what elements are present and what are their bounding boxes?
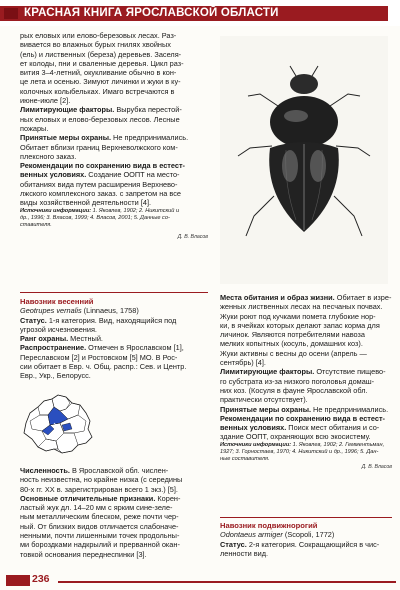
- text-line: 1-я категория. Вид, находящийся под: [46, 315, 177, 325]
- text-line: Вырубка перестой-: [114, 105, 182, 115]
- text-line: сентябрь) [4].: [220, 358, 266, 368]
- text-line: Жуки активны с весны до осени (апрель —: [220, 348, 367, 358]
- text-line: личинок. Являются потребителями навоза: [220, 330, 366, 340]
- text-line: ми бороздками надкрылий и прерванной окан-: [20, 540, 180, 550]
- number-label: Численность.: [20, 466, 70, 475]
- dist-label: Распространение.: [20, 343, 87, 353]
- text-line: ных еловых и елово-березовых лесов. Лесные: [20, 114, 180, 124]
- text-line: це лета и осенью. Зимуют личинки и жуки в ку-: [20, 77, 181, 87]
- text-line: Создание ООПТ на место-: [86, 170, 180, 180]
- text-line: Переславском [2] и Ростовском [5] МО. В Рос-: [20, 352, 178, 362]
- recommend-label: Рекомендации по сохранению вида в естест-: [20, 161, 185, 171]
- habitat-label: Места обитания и образ жизни.: [220, 293, 335, 302]
- text-line: сии обитает в Евр. ч. Общ. распр.: Сев. и Центр.: [20, 362, 187, 372]
- header-title: КРАСНАЯ КНИГА ЯРОСЛАВСКОЙ ОБЛАСТИ: [24, 7, 279, 19]
- limit-label: Лимитирующие факторы.: [220, 367, 315, 377]
- species1-author: (Linnaeus, 1758): [81, 306, 139, 316]
- text-line: рых еловых или елово-березовых лесах. Раз-: [20, 31, 177, 40]
- text-line: ставителя.: [20, 222, 52, 229]
- sources-label: Источники информации:: [20, 207, 92, 214]
- left-top-text: [20, 31, 208, 243]
- text-line: ный. От близких видов отличается слабоначе-: [20, 521, 179, 531]
- text-line: Евр., Укр., Белорусс.: [20, 371, 91, 381]
- text-line: (ель) и лиственных (береза) деревьев. Заселя-: [20, 49, 182, 59]
- text-line: Обитает вблизи границ Верхневолжского ком-: [20, 142, 178, 152]
- text-line: угрозой исчезновения.: [20, 324, 97, 334]
- species2-title: Навозник подвижнорогий: [220, 521, 318, 530]
- footer-block: [6, 575, 30, 586]
- species2-header: [220, 521, 392, 558]
- text-line: товкой основания переднеспинки [3].: [20, 549, 147, 559]
- text-line: 2-я категория. Сокращающийся в чис-: [246, 539, 380, 549]
- status-label: Статус.: [220, 539, 247, 549]
- features-label: Основные отличительные признаки.: [20, 493, 156, 503]
- text-line: плексного заказ.: [20, 151, 77, 161]
- region-map-svg: [18, 393, 98, 457]
- author-credit: Д. В. Власов: [361, 464, 392, 471]
- text-line: лжского комплексного заказ. с запретом на все: [20, 189, 181, 199]
- text-line: ленности вид.: [220, 548, 269, 558]
- text-line: ненными, почти лишенными точек продольны-: [20, 531, 180, 541]
- text-line: 1. Яковлев, 1902; 2. Никитский и: [91, 207, 180, 214]
- sources-label: Источники информации:: [220, 441, 292, 448]
- distribution-map: [18, 393, 98, 457]
- text-line: пожары.: [20, 123, 49, 133]
- beetle-head: [290, 74, 318, 94]
- recommend-label-cont: венных условиях.: [220, 423, 287, 433]
- species1-latin: Geotrupes vernalis: [20, 306, 82, 316]
- text-line: ность неизвестна, но крайне низка (с середины: [20, 475, 183, 485]
- footer-line: [58, 581, 396, 583]
- text-line: мелких копытных (косуль, домашних коз).: [220, 339, 363, 349]
- measures-label: Принятые меры охраны.: [20, 133, 112, 143]
- species1-body: [20, 466, 208, 559]
- text-line: обитаниях вида путем расширения Верхнево-: [20, 179, 178, 189]
- text-line: др., 1996; 3. Власов, 1999; 4. Власов, 2001; 5. Данные со-: [20, 214, 170, 221]
- text-line: 1. Яковлев, 1902; 2. Гемментьман,: [291, 441, 385, 448]
- text-line: Корен-: [155, 493, 181, 503]
- rank-label: Ранг охраны.: [20, 334, 69, 344]
- running-header: [0, 0, 400, 26]
- text-line: вивается во влажных бурых гнилях хвойных: [20, 40, 171, 50]
- text-line: В Ярославской обл. числен-: [69, 466, 169, 475]
- text-line: Отсутствие пищево-: [314, 367, 386, 377]
- recommend-label-cont: венных условиях.: [20, 170, 87, 180]
- header-block: [4, 8, 18, 19]
- species2-latin: Odontaeus armiger: [220, 530, 283, 540]
- text-line: практически отсутствует).: [220, 395, 308, 405]
- text-line: вития 3–4-летний, окукливание обычно в кон-: [20, 68, 177, 78]
- region-outline: [24, 395, 92, 453]
- section-divider: [220, 517, 392, 518]
- text-line: 80-х гг. ХХ в. зарегистрирован всего 1 экз.) [5].: [20, 484, 178, 494]
- author-credit: Д. В. Власов: [177, 234, 208, 241]
- text-line: 1927; 3. Горностаев, 1970; 4. Никитский и др., 1996; 5. Дан-: [220, 448, 379, 455]
- text-line: виды хозяйственной деятельности [4].: [20, 198, 152, 208]
- text-line: них коз. (Косуля в фауне Ярославской обл.: [220, 385, 368, 395]
- text-line: Жуки роют под кучками помета глубокие нор-: [220, 311, 376, 321]
- text-line: здание ООПТ, охраняющих всю экосистему.: [220, 432, 371, 442]
- text-line: Поиск мест обитания и со-: [286, 423, 380, 433]
- beetle-pronotum: [270, 96, 338, 148]
- page-number: 236: [32, 573, 50, 585]
- text-line: ластый жук дл. 14–20 мм с ярким сине-зеле-: [20, 503, 173, 513]
- species1-title: Навозник весенний: [20, 297, 94, 306]
- recommend-label: Рекомендации по сохранению вида в естест-: [220, 413, 385, 423]
- text-line: ки, в ячейках которых делают запас корма для: [220, 320, 380, 330]
- text-line: колочных колыбельках. Имаго встречаются в: [20, 86, 175, 96]
- right-mid-text: [220, 293, 392, 473]
- beetle-drawing: [220, 36, 388, 284]
- measures-label: Принятые меры охраны.: [220, 404, 312, 414]
- text-line: июне-июле [2].: [20, 96, 71, 106]
- text-line: ет колоды, пни и сваленные деревья. Цикл раз-: [20, 58, 184, 68]
- text-line: Обитает в изре-: [334, 293, 392, 302]
- species1-header: [20, 297, 208, 381]
- rank-text: Местный.: [68, 334, 103, 344]
- text-line: женных лиственных лесах на песчаных почвах.: [220, 302, 383, 312]
- text-line: го субстрата из-за низкого поголовья домаш-: [220, 376, 375, 386]
- species2-author: (Scopoli, 1772): [282, 530, 335, 540]
- section-divider: [20, 292, 208, 293]
- text-line: Не предпринимались.: [111, 133, 189, 143]
- text-line: ным металлическим блеском, реже почти чер-: [20, 512, 179, 522]
- beetle-illustration: [220, 36, 388, 284]
- limit-label: Лимитирующие факторы.: [20, 105, 115, 115]
- page-footer: [0, 573, 400, 590]
- text-line: ные составителя.: [220, 456, 270, 463]
- measures-text: Не предпринимались.: [311, 404, 389, 414]
- text-line: Отмечен в Ярославском [1],: [86, 343, 184, 353]
- status-label: Статус.: [20, 315, 47, 325]
